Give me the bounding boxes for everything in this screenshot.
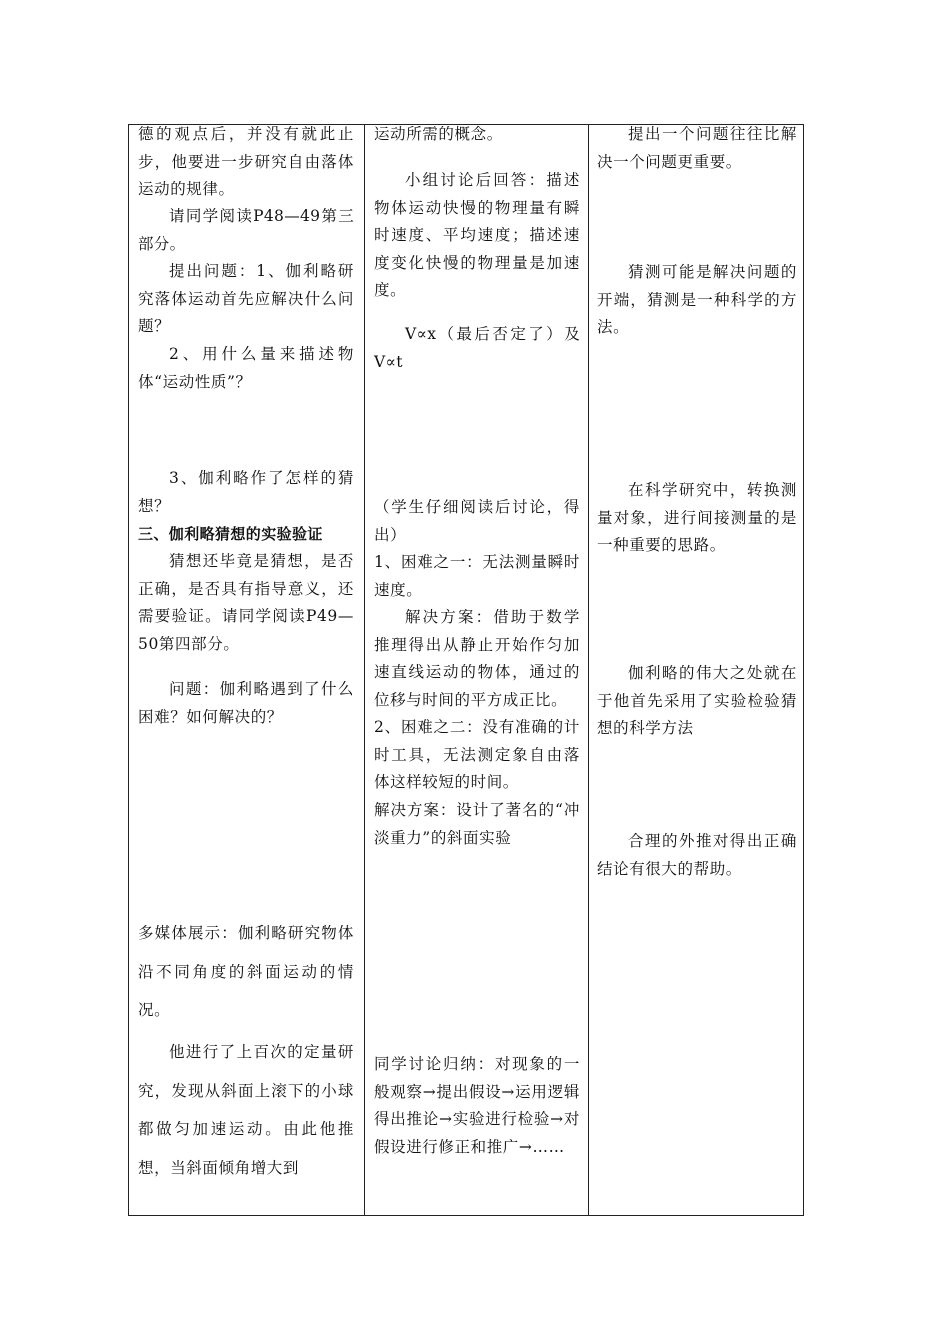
col1-paragraph-3: 提出问题：1、伽利略研究落体运动首先应解决什么问题？ xyxy=(138,262,354,335)
col3-paragraph-4: 伽利略的伟大之处就在于他首先采用了实验检验猜想的科学方法 xyxy=(597,664,797,737)
col1-paragraph-9: 他进行了上百次的定量研究，发现从斜面上滚下的小球都做匀加速运动。由此他推想，当斜面倾角增大到 xyxy=(138,1043,354,1177)
col3-paragraph-1: 提出一个问题往往比解决一个问题更重要。 xyxy=(597,125,797,171)
col3-paragraph-3: 在科学研究中，转换测量对象，进行间接测量的是一种重要的思路。 xyxy=(597,481,797,554)
col1-paragraph-6: 猜想还毕竟是猜想，是否正确，是否具有指导意义，还需要验证。请同学阅读P49—50第四部分。 xyxy=(138,552,354,653)
design-intent-column xyxy=(588,125,804,1215)
section-heading: 三、伽利略猜想的实验验证 xyxy=(138,525,323,543)
col1-paragraph-1: 德的观点后，并没有就此止步，他要进一步研究自由落体运动的规律。 xyxy=(138,125,354,198)
col3-paragraph-5: 合理的外推对得出正确结论有很大的帮助。 xyxy=(597,832,797,878)
col2-paragraph-9: 同学讨论归纳：对现象的一般观察→提出假设→运用逻辑得出推论→实验进行检验→对假设进行修正和推广→…… xyxy=(374,1055,580,1156)
col1-paragraph-2: 请同学阅读P48—49第三部分。 xyxy=(138,207,354,253)
col1-paragraph-4: 2、用什么量来描述物体“运动性质”？ xyxy=(138,345,354,391)
lesson-table xyxy=(128,124,804,1216)
col2-paragraph-4: （学生仔细阅读后讨论，得出） xyxy=(374,498,580,544)
col1-paragraph-8: 多媒体展示：伽利略研究物体沿不同角度的斜面运动的情况。 xyxy=(138,924,354,1019)
col2-paragraph-7: 2、困难之二：没有准确的计时工具，无法测定象自由落体这样较短的时间。 xyxy=(374,718,580,791)
col2-paragraph-3: V∝x（最后否定了）及V∝t xyxy=(374,325,580,371)
student-activity-column xyxy=(364,125,588,1215)
col2-paragraph-2: 小组讨论后回答：描述物体运动快慢的物理量有瞬时速度、平均速度；描述速度变化快慢的物理量是加速度。 xyxy=(374,171,580,299)
col2-paragraph-8: 解决方案：设计了著名的“冲淡重力”的斜面实验 xyxy=(374,801,580,847)
col1-paragraph-7: 问题：伽利略遇到了什么困难？如何解决的？ xyxy=(138,680,354,726)
col2-paragraph-5: 1、困难之一：无法测量瞬时速度。 xyxy=(374,553,580,599)
col3-paragraph-2: 猜测可能是解决问题的开端，猜测是一种科学的方法。 xyxy=(597,263,797,336)
col2-paragraph-1: 运动所需的概念。 xyxy=(374,125,503,143)
teacher-activity-column xyxy=(129,125,364,1215)
col2-paragraph-6: 解决方案：借助于数学推理得出从静止开始作匀加速直线运动的物体，通过的位移与时间的平方成正比。 xyxy=(374,608,580,709)
col1-paragraph-5: 3、伽利略作了怎样的猜想？ xyxy=(138,469,354,515)
